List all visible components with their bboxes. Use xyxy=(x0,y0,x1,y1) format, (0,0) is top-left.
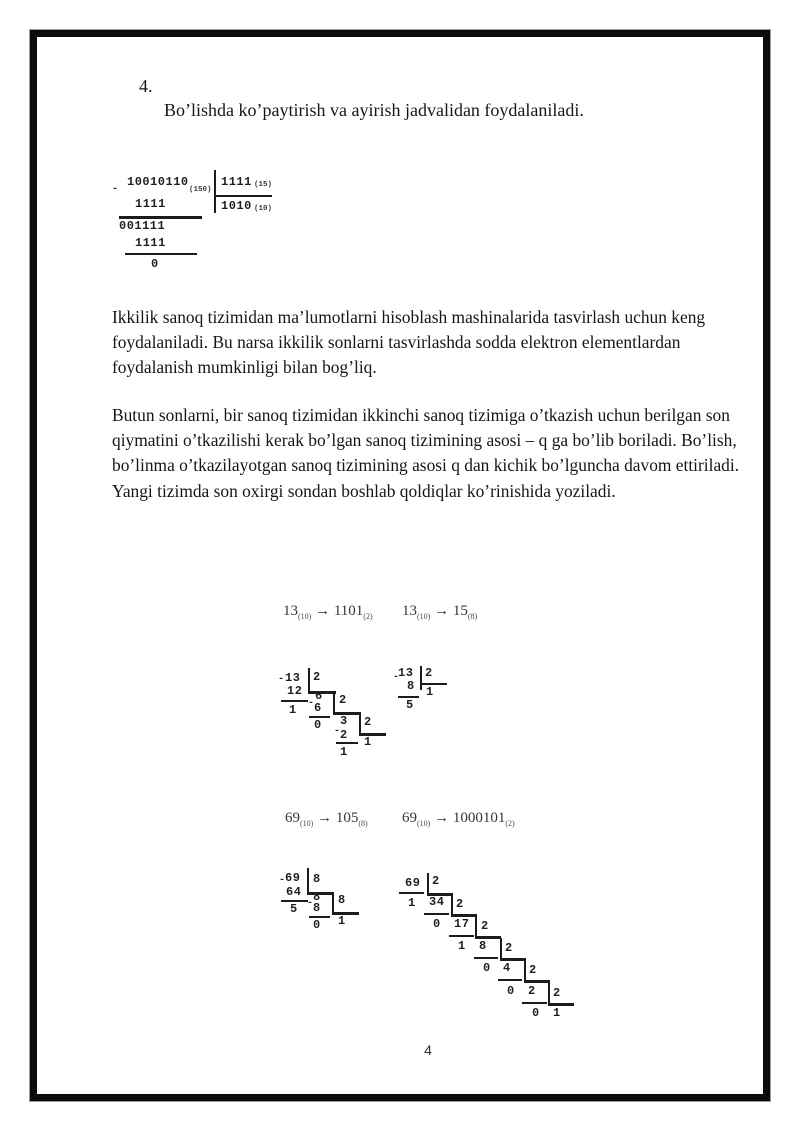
cascade-69-to-binary-vline xyxy=(451,895,453,916)
cascade-13-to-binary-digit: 13 xyxy=(285,671,301,685)
binary-long-division-150-by-15-digit: 1111 xyxy=(135,236,166,250)
cascade-69-to-octal-digit: 64 xyxy=(286,885,302,899)
page-number: 4 xyxy=(424,1042,432,1058)
binary-long-division-150-by-15-hline xyxy=(214,195,272,197)
formula-text: → xyxy=(430,603,453,619)
cascade-69-to-binary-digit: 2 xyxy=(553,986,561,1000)
cascade-69-to-binary-digit: 2 xyxy=(529,963,537,977)
paragraph-conversion-rule: Butun sonlarni, bir sanoq tizimidan ikkinchi sanoq tizimiga o’tkazish uchun berilgan son qiymatini o’tkazilishi kerak bo’lgan sanoq tizimining asosi – q ga bo’lib boriladi. Bo’lish, bo’linma o’tkazilayotgan sanoq tizimining asosi q dan kichik bo’lguncha davom ettiriladi. Yangi tizimda son oxirgi sondan boshlab qoldiqlar ko’rinishida yoziladi. xyxy=(112,405,740,501)
cascade-69-to-binary-vline xyxy=(427,873,429,895)
conversion-13-to-binary xyxy=(283,604,373,621)
base-subscript: (8) xyxy=(358,819,368,828)
formula-text: 1000101 xyxy=(452,810,506,826)
binary-long-division-150-by-15-digit: 001111 xyxy=(119,219,166,233)
cascade-69-to-octal-minus-sign: - xyxy=(307,898,314,909)
cascade-13-to-octal-vline xyxy=(420,666,422,690)
conversion-13-to-octal xyxy=(402,604,477,621)
cascade-13-to-binary-digit: 2 xyxy=(339,693,347,707)
base-subscript: (10) xyxy=(417,612,431,621)
cascade-69-to-binary-vline xyxy=(500,938,502,959)
cascade-13-to-binary-digit: 2 xyxy=(313,670,321,684)
binary-long-division-150-by-15-digit: 1111 xyxy=(221,175,252,189)
cascade-13-to-binary-digit: 6 xyxy=(314,701,322,715)
cascade-69-to-binary-hline xyxy=(449,935,474,937)
base-subscript: (2) xyxy=(505,819,515,828)
cascade-69-to-binary-hline xyxy=(548,1003,574,1006)
conversion-69-to-binary xyxy=(402,811,515,828)
cascade-69-to-octal-digit: 69 xyxy=(285,871,301,885)
cascade-13-to-octal-minus-sign: - xyxy=(393,672,400,683)
cascade-13-to-binary-digit: 1 xyxy=(340,745,348,759)
cascade-69-to-binary-digit: 69 xyxy=(405,876,421,890)
cascade-69-to-binary-vline xyxy=(548,983,550,1004)
cascade-69-to-binary-digit: 2 xyxy=(456,897,464,911)
conversion-69-to-octal xyxy=(285,811,368,828)
binary-long-division-150-by-15-digit: 10010110 xyxy=(127,175,189,189)
cascade-69-to-binary-vline xyxy=(524,960,526,981)
cascade-69-to-binary-hline xyxy=(474,957,498,959)
cascade-69-to-binary-digit: 1 xyxy=(458,939,466,953)
binary-long-division-150-by-15-hline xyxy=(125,253,197,255)
cascade-69-to-octal-digit: 8 xyxy=(313,872,321,886)
cascade-69-to-binary-digit: 0 xyxy=(507,984,515,998)
cascade-69-to-binary-digit: 2 xyxy=(481,919,489,933)
formula-text: 13 xyxy=(283,603,298,619)
cascade-13-to-octal-digit: 8 xyxy=(407,679,415,693)
cascade-13-to-binary-digit: 1 xyxy=(364,735,372,749)
binary-long-division-150-by-15-digit: 1111 xyxy=(135,197,166,211)
base-subscript: (10) xyxy=(298,612,312,621)
base-subscript: (8) xyxy=(467,612,478,621)
cascade-13-to-binary-digit: 6 xyxy=(315,689,323,703)
cascade-69-to-binary-hline xyxy=(498,979,522,981)
cascade-13-to-binary-minus-sign: - xyxy=(334,726,341,737)
cascade-69-to-octal-digit: 8 xyxy=(313,890,321,904)
base-subscript: (10) xyxy=(300,819,314,828)
cascade-69-to-octal-minus-sign: - xyxy=(279,875,286,886)
cascade-13-to-binary-digit: 12 xyxy=(287,684,303,698)
cascade-13-to-binary-digit: 0 xyxy=(314,718,322,732)
cascade-13-to-binary-digit: 1 xyxy=(289,703,297,717)
cascade-69-to-binary-digit: 2 xyxy=(505,941,513,955)
section-number: 4. xyxy=(139,76,153,96)
binary-long-division-150-by-15-subscript: (10) xyxy=(254,205,273,213)
cascade-69-to-binary-hline xyxy=(524,980,550,983)
formula-text: → xyxy=(313,810,336,826)
binary-long-division-150-by-15-digit: 0 xyxy=(151,257,159,271)
section-heading: Bo’lishda ko’paytirish va ayirish jadvalidan foydalaniladi. xyxy=(164,100,584,120)
cascade-69-to-binary-digit: 34 xyxy=(429,895,445,909)
formula-text: → xyxy=(311,603,334,619)
base-subscript: (10) xyxy=(417,819,431,828)
cascade-69-to-binary-hline xyxy=(522,1002,547,1004)
cascade-13-to-binary-digit: 2 xyxy=(340,728,348,742)
cascade-69-to-octal-digit: 8 xyxy=(313,901,321,915)
cascade-69-to-binary-digit: 8 xyxy=(479,939,487,953)
cascade-69-to-octal-digit: 0 xyxy=(313,918,321,932)
cascade-69-to-octal-digit: 8 xyxy=(338,893,346,907)
binary-long-division-150-by-15-subscript: (150) xyxy=(189,186,212,194)
cascade-69-to-octal-digit: 1 xyxy=(338,914,346,928)
cascade-13-to-octal-digit: 2 xyxy=(425,666,433,680)
cascade-69-to-binary-digit: 4 xyxy=(503,961,511,975)
binary-long-division-150-by-15-subscript: (15) xyxy=(254,181,273,189)
cascade-69-to-binary-vline xyxy=(475,916,477,937)
formula-text: 13 xyxy=(402,603,417,619)
formula-text: 69 xyxy=(285,810,300,826)
cascade-69-to-binary-digit: 2 xyxy=(528,984,536,998)
cascade-13-to-binary-vline xyxy=(308,668,310,693)
paragraph-binary-usage: Ikkilik sanoq tizimidan ma’lumotlarni hisoblash mashinalarida tasvirlash uchun keng foydalaniladi. Bu narsa ikkilik sonlarni tasvirlashda sodda elektron elementlardan foydalanish mumkinligi bilan bog’liq. xyxy=(112,307,706,378)
cascade-69-to-binary-digit: 0 xyxy=(483,961,491,975)
cascade-69-to-binary-digit: 1 xyxy=(553,1006,561,1020)
cascade-69-to-octal-vline xyxy=(307,868,309,894)
cascade-13-to-octal-digit: 1 xyxy=(426,685,434,699)
binary-long-division-150-by-15-vline xyxy=(214,170,216,213)
cascade-69-to-binary-digit: 17 xyxy=(454,917,470,931)
page-border-frame xyxy=(30,30,770,1101)
cascade-69-to-octal-digit: 5 xyxy=(290,902,298,916)
cascade-13-to-binary-hline xyxy=(336,742,358,744)
cascade-13-to-binary-digit: 3 xyxy=(340,714,348,728)
formula-text: → xyxy=(430,810,453,826)
cascade-13-to-binary-digit: 2 xyxy=(364,715,372,729)
cascade-13-to-binary-hline xyxy=(281,700,308,702)
cascade-69-to-binary-digit: 1 xyxy=(408,896,416,910)
cascade-69-to-binary-hline xyxy=(399,892,424,894)
cascade-13-to-binary-minus-sign: - xyxy=(308,698,315,709)
cascade-13-to-octal-digit: 5 xyxy=(406,698,414,712)
binary-long-division-150-by-15-minus-sign: - xyxy=(112,184,119,195)
cascade-69-to-binary-digit: 0 xyxy=(532,1006,540,1020)
cascade-13-to-octal-digit: 13 xyxy=(398,666,414,680)
formula-text: 15 xyxy=(452,603,468,619)
formula-text: 105 xyxy=(335,810,359,826)
cascade-69-to-binary-hline xyxy=(424,913,449,915)
formula-text: 1101 xyxy=(333,603,364,619)
cascade-13-to-binary-minus-sign: - xyxy=(278,674,285,685)
formula-text: 69 xyxy=(402,810,417,826)
binary-long-division-150-by-15-digit: 1010 xyxy=(221,199,252,213)
cascade-69-to-binary-digit: 2 xyxy=(432,874,440,888)
cascade-69-to-binary-digit: 0 xyxy=(433,917,441,931)
base-subscript: (2) xyxy=(363,612,373,621)
